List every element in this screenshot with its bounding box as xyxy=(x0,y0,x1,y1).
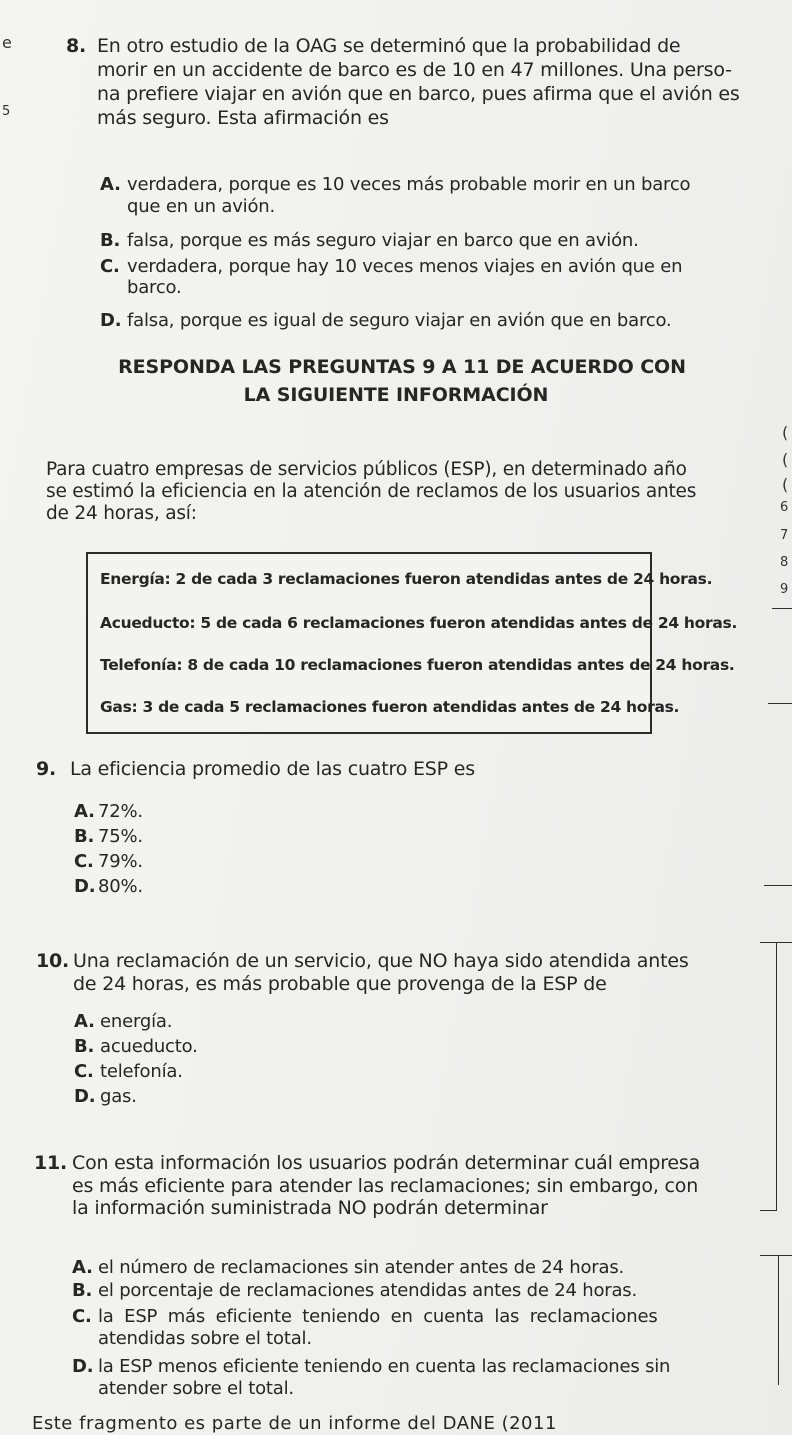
info-box xyxy=(86,552,738,734)
margin-mark: ( xyxy=(782,423,789,442)
option-text: el porcentaje de reclamaciones atendidas antes de 24 horas. xyxy=(98,1280,638,1301)
intro-line: se estimó la eficiencia en la atención de reclamos de los usuarios antes xyxy=(46,481,697,502)
option-text: falsa, porque es más seguro viajar en barco que en avión. xyxy=(127,230,639,251)
info-line-gas: Gas: 3 de cada 5 reclamaciones fueron atendidas antes de 24 horas. xyxy=(100,698,680,716)
section-heading xyxy=(0,355,792,408)
question-text-line: na prefiere viajar en avión que en barco, pues afirma que el avión es xyxy=(97,83,740,105)
option-text: falsa, porque es igual de seguro viajar en avión que en barco. xyxy=(127,310,672,331)
option-text: la ESP menos eficiente teniendo en cuenta las reclamaciones sin xyxy=(98,1356,671,1377)
option-letter: D. xyxy=(74,876,96,897)
section-heading-line: RESPONDA LAS PREGUNTAS 9 A 11 DE ACUERDO CON xyxy=(118,356,686,378)
option-letter: C. xyxy=(100,256,120,277)
question-text-line: Con esta información los usuarios podrán determinar cuál empresa xyxy=(72,1152,701,1174)
option-text: el número de reclamaciones sin atender antes de 24 horas. xyxy=(98,1257,625,1278)
question-number: 9. xyxy=(36,758,57,780)
option-letter: B. xyxy=(74,1036,95,1057)
option-text: que en un avión. xyxy=(127,196,275,217)
option-text: 79%. xyxy=(98,851,143,872)
option-letter: B. xyxy=(72,1280,93,1301)
option-letter: A. xyxy=(74,1011,95,1032)
footer-source-note: Este fragmento es parte de un informe del DANE (2011 xyxy=(32,1413,557,1434)
margin-rule xyxy=(768,703,792,704)
intro-line: Para cuatro empresas de servicios públicos (ESP), en determinado año xyxy=(46,459,687,480)
info-line-telefonia: Telefonía: 8 de cada 10 reclamaciones fueron atendidas antes de 24 horas. xyxy=(100,656,735,674)
question-text-line: morir en un accidente de barco es de 10 en 47 millones. Una perso- xyxy=(97,59,732,81)
margin-mark: 8 xyxy=(780,555,789,570)
option-text: energía. xyxy=(100,1011,173,1032)
question-text-line: más seguro. Esta afirmación es xyxy=(97,107,389,129)
question-text-line: La eficiencia promedio de las cuatro ESP es xyxy=(70,758,475,780)
info-line-acueducto: Acueducto: 5 de cada 6 reclamaciones fueron atendidas antes de 24 horas. xyxy=(100,614,738,632)
question-text-line: Una reclamación de un servicio, que NO haya sido atendida antes xyxy=(73,950,689,972)
option-letter: A. xyxy=(74,801,95,822)
margin-mark: ( xyxy=(782,475,789,494)
margin-mark: ( xyxy=(782,450,789,469)
option-letter: C. xyxy=(74,851,94,872)
option-text: atender sobre el total. xyxy=(98,1378,294,1399)
margin-rule xyxy=(776,942,777,1210)
option-text: telefonía. xyxy=(100,1061,183,1082)
margin-mark: 5 xyxy=(2,104,11,119)
option-letter: C. xyxy=(74,1061,94,1082)
question-text-line: es más eficiente para atender las reclamaciones; sin embargo, con xyxy=(72,1175,699,1197)
margin-mark: 9 xyxy=(780,582,789,597)
option-text: gas. xyxy=(100,1086,137,1107)
option-letter: A. xyxy=(72,1257,93,1278)
section-heading-line: LA SIGUIENTE INFORMACIÓN xyxy=(243,384,549,406)
margin-rule xyxy=(778,1255,779,1385)
option-text: barco. xyxy=(127,277,182,298)
option-text: la ESP más eficiente teniendo en cuenta las reclamaciones xyxy=(98,1306,658,1327)
question-number: 11. xyxy=(34,1152,68,1174)
intro-line: de 24 horas, así: xyxy=(46,503,197,524)
option-letter: B. xyxy=(74,826,95,847)
margin-rule xyxy=(760,1210,777,1211)
margin-mark: 7 xyxy=(780,528,789,543)
margin-rule xyxy=(764,885,792,886)
question-text-line: En otro estudio de la OAG se determinó que la probabilidad de xyxy=(97,35,681,57)
option-text: atendidas sobre el total. xyxy=(98,1328,312,1349)
option-text: verdadera, porque hay 10 veces menos viajes en avión que en xyxy=(127,256,683,277)
option-text: verdadera, porque es 10 veces más probable morir en un barco xyxy=(127,174,691,195)
option-letter: B. xyxy=(100,230,121,251)
option-letter: D. xyxy=(74,1086,96,1107)
option-letter: D. xyxy=(100,310,122,331)
info-line-energia: Energía: 2 de cada 3 reclamaciones fueron atendidas antes de 24 horas. xyxy=(100,570,713,588)
margin-rule xyxy=(772,608,792,609)
question-text-line: de 24 horas, es más probable que provenga de la ESP de xyxy=(73,973,607,995)
option-letter: A. xyxy=(100,174,121,195)
question-text-line: la información suministrada NO podrán determinar xyxy=(72,1197,548,1219)
option-text: 75%. xyxy=(98,826,143,847)
margin-mark: e xyxy=(2,33,12,52)
option-letter: D. xyxy=(72,1356,94,1377)
margin-mark: 6 xyxy=(780,500,789,515)
margin-rule xyxy=(760,1255,792,1256)
option-text: 72%. xyxy=(98,801,143,822)
option-text: 80%. xyxy=(98,876,143,897)
option-letter: C. xyxy=(72,1306,92,1327)
question-number: 10. xyxy=(36,950,70,972)
option-text: acueducto. xyxy=(100,1036,198,1057)
question-number: 8. xyxy=(66,35,87,57)
